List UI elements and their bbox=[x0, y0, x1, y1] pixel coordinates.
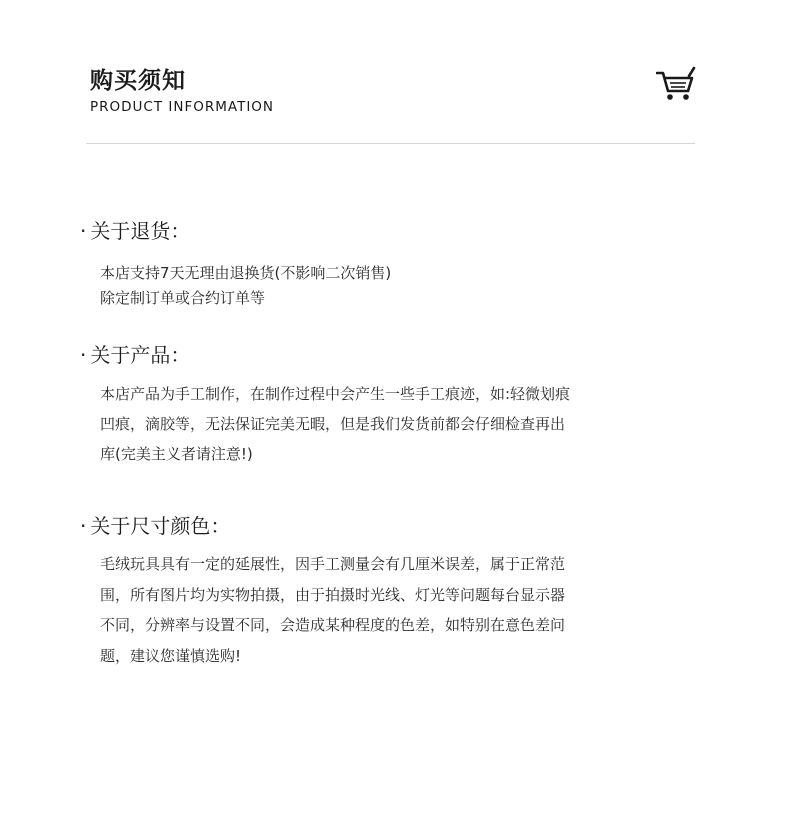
returns-line-2: 除定制订单或合约订单等 bbox=[100, 289, 266, 307]
size-line-4: 题，建议您谨慎选购! bbox=[100, 647, 242, 665]
shopping-cart-icon bbox=[656, 66, 696, 102]
heading-text: 关于退货： bbox=[90, 219, 191, 243]
returns-line-1: 本店支持7天无理由退换货(不影响二次销售) bbox=[100, 264, 392, 282]
product-line-1: 本店产品为手工制作，在制作过程中会产生一些手工痕迹，如:轻微划痕 bbox=[100, 385, 571, 403]
size-line-3: 不同，分辨率与设置不同，会造成某种程度的色差，如特别在意色差问 bbox=[100, 616, 566, 634]
bullet: · bbox=[80, 514, 87, 538]
product-line-2: 凹痕，滴胶等，无法保证完美无暇，但是我们发货前都会仔细检查再出 bbox=[100, 415, 566, 433]
product-line-3: 库(完美主义者请注意!) bbox=[100, 445, 253, 463]
heading-text: 关于产品： bbox=[90, 343, 191, 367]
heading-text: 关于尺寸颜色： bbox=[90, 514, 231, 538]
bullet: · bbox=[80, 343, 87, 367]
section-heading-product bbox=[80, 339, 190, 368]
section-heading-returns bbox=[80, 215, 190, 244]
page-subtitle: PRODUCT INFORMATION bbox=[90, 99, 275, 115]
page-title: 购买须知 bbox=[90, 68, 186, 94]
bullet: · bbox=[80, 219, 87, 243]
header-divider bbox=[86, 143, 695, 144]
size-line-1: 毛绒玩具具有一定的延展性，因手工测量会有几厘米误差，属于正常范 bbox=[100, 555, 566, 573]
section-heading-size-color bbox=[80, 510, 230, 539]
size-line-2: 围，所有图片均为实物拍摄，由于拍摄时光线、灯光等问题每台显示器 bbox=[100, 586, 566, 604]
